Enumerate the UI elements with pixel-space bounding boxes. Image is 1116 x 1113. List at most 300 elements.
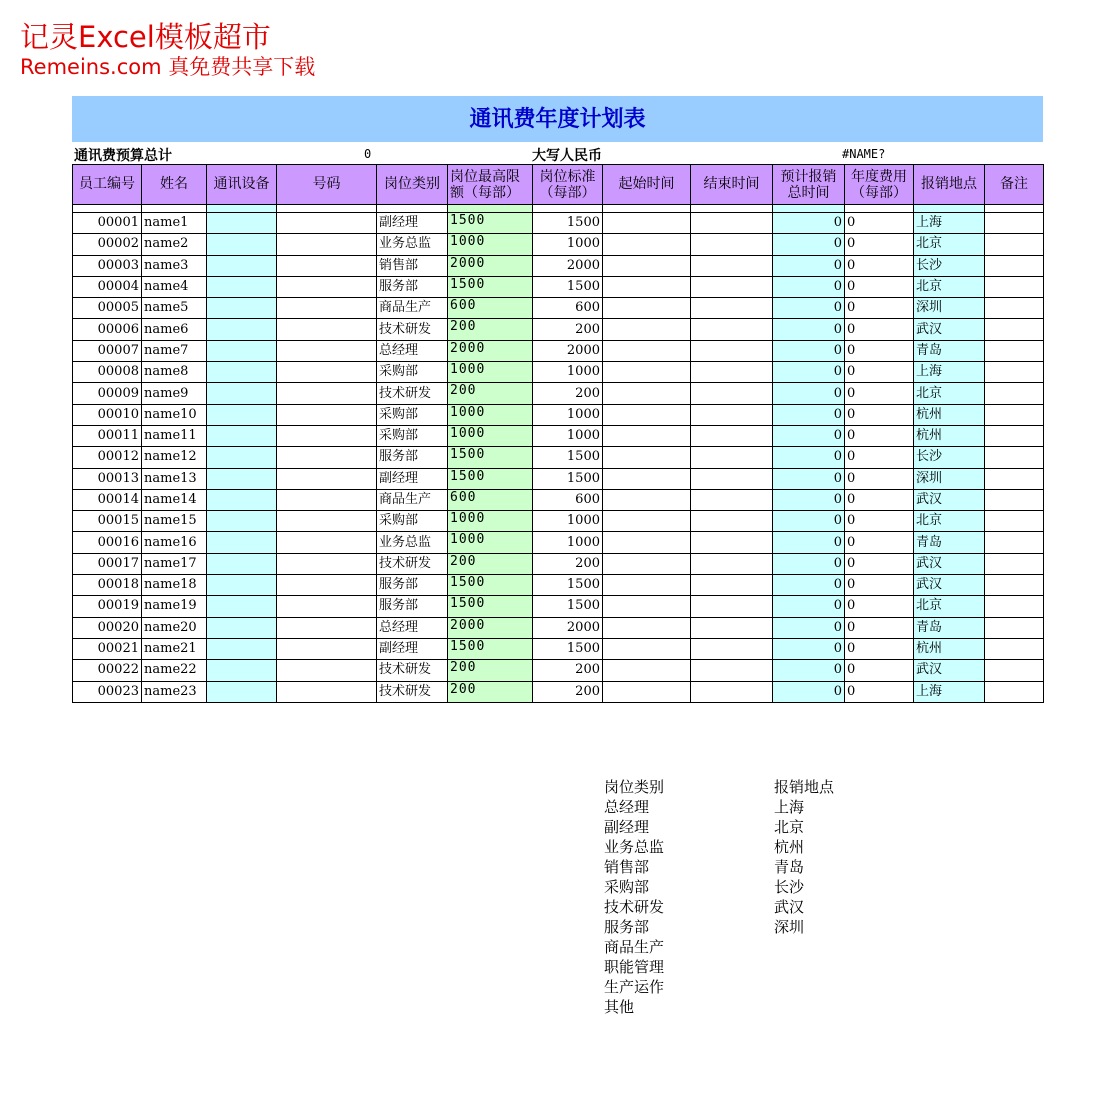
cell-remarks[interactable] <box>985 383 1044 404</box>
cell-location[interactable]: 深圳 <box>914 468 985 489</box>
col-header-max-limit[interactable]: 岗位最高限额（每部） <box>448 165 533 205</box>
cell-device[interactable] <box>207 383 277 404</box>
cell-standard[interactable]: 200 <box>533 319 603 340</box>
cell-location[interactable]: 杭州 <box>914 404 985 425</box>
cell-start-time[interactable] <box>603 319 691 340</box>
cell-total-time[interactable]: 0 <box>773 447 845 468</box>
cell-max-limit[interactable]: 2000 <box>448 255 533 276</box>
cell-device[interactable] <box>207 298 277 319</box>
cell-end-time[interactable] <box>691 234 773 255</box>
cell-employee-id[interactable]: 00002 <box>73 234 142 255</box>
cell-location[interactable]: 北京 <box>914 383 985 404</box>
cell-number[interactable] <box>277 596 377 617</box>
cell-device[interactable] <box>207 553 277 574</box>
cell-employee-id[interactable]: 00022 <box>73 660 142 681</box>
cell-start-time[interactable] <box>603 575 691 596</box>
cell-device[interactable] <box>207 532 277 553</box>
cell-annual-fee[interactable]: 0 <box>845 681 914 702</box>
cell-category[interactable]: 采购部 <box>377 362 448 383</box>
cell-employee-id[interactable]: 00012 <box>73 447 142 468</box>
cell-remarks[interactable] <box>985 660 1044 681</box>
cell-end-time[interactable] <box>691 213 773 234</box>
cell-max-limit[interactable]: 1500 <box>448 276 533 297</box>
cell-location[interactable]: 武汉 <box>914 660 985 681</box>
cell-number[interactable] <box>277 298 377 319</box>
cell-standard[interactable]: 200 <box>533 660 603 681</box>
cell-number[interactable] <box>277 319 377 340</box>
cell-location[interactable]: 上海 <box>914 213 985 234</box>
cell-annual-fee[interactable]: 0 <box>845 489 914 510</box>
cell-total-time[interactable]: 0 <box>773 553 845 574</box>
col-header-location[interactable]: 报销地点 <box>914 165 985 205</box>
cell-total-time[interactable]: 0 <box>773 468 845 489</box>
cell-total-time[interactable]: 0 <box>773 234 845 255</box>
cell-device[interactable] <box>207 638 277 659</box>
cell-name[interactable]: name17 <box>142 553 207 574</box>
cell-start-time[interactable] <box>603 617 691 638</box>
cell-name[interactable]: name16 <box>142 532 207 553</box>
cell-employee-id[interactable]: 00007 <box>73 340 142 361</box>
cell-number[interactable] <box>277 468 377 489</box>
cell-annual-fee[interactable]: 0 <box>845 298 914 319</box>
cell-standard[interactable]: 1000 <box>533 404 603 425</box>
cell-name[interactable]: name8 <box>142 362 207 383</box>
cell-device[interactable] <box>207 425 277 446</box>
cell-category[interactable]: 副经理 <box>377 638 448 659</box>
cell-employee-id[interactable]: 00005 <box>73 298 142 319</box>
cell-name[interactable]: name7 <box>142 340 207 361</box>
cell-location[interactable]: 青岛 <box>914 617 985 638</box>
cell-number[interactable] <box>277 404 377 425</box>
cell-category[interactable]: 商品生产 <box>377 298 448 319</box>
col-header-annual-fee[interactable]: 年度费用（每部） <box>845 165 914 205</box>
cell-remarks[interactable] <box>985 255 1044 276</box>
cell-number[interactable] <box>277 447 377 468</box>
cell-standard[interactable]: 1500 <box>533 575 603 596</box>
cell-annual-fee[interactable]: 0 <box>845 362 914 383</box>
cell-total-time[interactable]: 0 <box>773 319 845 340</box>
cell-remarks[interactable] <box>985 575 1044 596</box>
cell-annual-fee[interactable]: 0 <box>845 383 914 404</box>
cell-category[interactable]: 副经理 <box>377 468 448 489</box>
cell-start-time[interactable] <box>603 234 691 255</box>
cell-number[interactable] <box>277 575 377 596</box>
cell-standard[interactable]: 600 <box>533 298 603 319</box>
cell-name[interactable]: name13 <box>142 468 207 489</box>
cell-employee-id[interactable]: 00008 <box>73 362 142 383</box>
cell-category[interactable]: 采购部 <box>377 425 448 446</box>
cell-remarks[interactable] <box>985 681 1044 702</box>
cell-annual-fee[interactable]: 0 <box>845 660 914 681</box>
cell-name[interactable]: name22 <box>142 660 207 681</box>
cell-device[interactable] <box>207 276 277 297</box>
col-header-id[interactable]: 员工编号 <box>73 165 142 205</box>
cell-category[interactable]: 技术研发 <box>377 553 448 574</box>
cell-max-limit[interactable]: 1000 <box>448 362 533 383</box>
rmb-uppercase-value[interactable]: #NAME? <box>842 147 886 161</box>
cell-device[interactable] <box>207 489 277 510</box>
cell-end-time[interactable] <box>691 298 773 319</box>
cell-device[interactable] <box>207 213 277 234</box>
cell-employee-id[interactable]: 00020 <box>73 617 142 638</box>
cell-annual-fee[interactable]: 0 <box>845 213 914 234</box>
cell-end-time[interactable] <box>691 383 773 404</box>
cell-standard[interactable]: 1000 <box>533 532 603 553</box>
cell-location[interactable]: 长沙 <box>914 255 985 276</box>
cell-number[interactable] <box>277 255 377 276</box>
cell-standard[interactable]: 600 <box>533 489 603 510</box>
cell-name[interactable]: name23 <box>142 681 207 702</box>
cell-end-time[interactable] <box>691 404 773 425</box>
cell-max-limit[interactable]: 1000 <box>448 532 533 553</box>
cell-category[interactable]: 采购部 <box>377 404 448 425</box>
cell-category[interactable]: 服务部 <box>377 447 448 468</box>
cell-max-limit[interactable]: 1500 <box>448 638 533 659</box>
cell-employee-id[interactable]: 00004 <box>73 276 142 297</box>
cell-name[interactable]: name6 <box>142 319 207 340</box>
cell-standard[interactable]: 1000 <box>533 362 603 383</box>
cell-start-time[interactable] <box>603 447 691 468</box>
cell-category[interactable]: 业务总监 <box>377 234 448 255</box>
cell-employee-id[interactable]: 00001 <box>73 213 142 234</box>
cell-category[interactable]: 技术研发 <box>377 383 448 404</box>
cell-annual-fee[interactable]: 0 <box>845 276 914 297</box>
cell-start-time[interactable] <box>603 532 691 553</box>
cell-annual-fee[interactable]: 0 <box>845 468 914 489</box>
cell-annual-fee[interactable]: 0 <box>845 553 914 574</box>
cell-remarks[interactable] <box>985 213 1044 234</box>
cell-standard[interactable]: 1500 <box>533 638 603 659</box>
cell-number[interactable] <box>277 383 377 404</box>
cell-number[interactable] <box>277 425 377 446</box>
cell-device[interactable] <box>207 234 277 255</box>
cell-total-time[interactable]: 0 <box>773 362 845 383</box>
cell-total-time[interactable]: 0 <box>773 383 845 404</box>
cell-total-time[interactable]: 0 <box>773 638 845 659</box>
cell-total-time[interactable]: 0 <box>773 255 845 276</box>
cell-category[interactable]: 销售部 <box>377 255 448 276</box>
cell-end-time[interactable] <box>691 276 773 297</box>
cell-max-limit[interactable]: 1000 <box>448 404 533 425</box>
cell-name[interactable]: name4 <box>142 276 207 297</box>
cell-end-time[interactable] <box>691 340 773 361</box>
cell-device[interactable] <box>207 617 277 638</box>
cell-employee-id[interactable]: 00006 <box>73 319 142 340</box>
cell-device[interactable] <box>207 404 277 425</box>
cell-max-limit[interactable]: 2000 <box>448 617 533 638</box>
cell-max-limit[interactable]: 600 <box>448 489 533 510</box>
cell-end-time[interactable] <box>691 660 773 681</box>
cell-remarks[interactable] <box>985 340 1044 361</box>
cell-category[interactable]: 副经理 <box>377 213 448 234</box>
cell-location[interactable]: 北京 <box>914 276 985 297</box>
cell-name[interactable]: name21 <box>142 638 207 659</box>
cell-total-time[interactable]: 0 <box>773 340 845 361</box>
cell-standard[interactable]: 200 <box>533 553 603 574</box>
col-header-remarks[interactable]: 备注 <box>985 165 1044 205</box>
cell-remarks[interactable] <box>985 447 1044 468</box>
cell-max-limit[interactable]: 200 <box>448 383 533 404</box>
cell-start-time[interactable] <box>603 362 691 383</box>
cell-annual-fee[interactable]: 0 <box>845 511 914 532</box>
cell-start-time[interactable] <box>603 468 691 489</box>
cell-end-time[interactable] <box>691 532 773 553</box>
cell-end-time[interactable] <box>691 425 773 446</box>
cell-location[interactable]: 北京 <box>914 596 985 617</box>
cell-end-time[interactable] <box>691 553 773 574</box>
cell-standard[interactable]: 200 <box>533 681 603 702</box>
cell-location[interactable]: 武汉 <box>914 553 985 574</box>
cell-number[interactable] <box>277 681 377 702</box>
cell-annual-fee[interactable]: 0 <box>845 255 914 276</box>
cell-location[interactable]: 青岛 <box>914 532 985 553</box>
cell-annual-fee[interactable]: 0 <box>845 404 914 425</box>
cell-standard[interactable]: 2000 <box>533 255 603 276</box>
cell-annual-fee[interactable]: 0 <box>845 340 914 361</box>
cell-annual-fee[interactable]: 0 <box>845 532 914 553</box>
cell-employee-id[interactable]: 00019 <box>73 596 142 617</box>
cell-name[interactable]: name3 <box>142 255 207 276</box>
cell-annual-fee[interactable]: 0 <box>845 425 914 446</box>
cell-category[interactable]: 技术研发 <box>377 660 448 681</box>
cell-end-time[interactable] <box>691 638 773 659</box>
cell-end-time[interactable] <box>691 489 773 510</box>
cell-device[interactable] <box>207 255 277 276</box>
cell-number[interactable] <box>277 340 377 361</box>
cell-remarks[interactable] <box>985 298 1044 319</box>
cell-total-time[interactable]: 0 <box>773 617 845 638</box>
cell-total-time[interactable]: 0 <box>773 681 845 702</box>
cell-annual-fee[interactable]: 0 <box>845 447 914 468</box>
cell-category[interactable]: 服务部 <box>377 596 448 617</box>
cell-max-limit[interactable]: 1500 <box>448 575 533 596</box>
cell-name[interactable]: name9 <box>142 383 207 404</box>
cell-remarks[interactable] <box>985 468 1044 489</box>
cell-annual-fee[interactable]: 0 <box>845 234 914 255</box>
cell-location[interactable]: 武汉 <box>914 489 985 510</box>
cell-max-limit[interactable]: 600 <box>448 298 533 319</box>
cell-annual-fee[interactable]: 0 <box>845 617 914 638</box>
cell-location[interactable]: 北京 <box>914 234 985 255</box>
cell-start-time[interactable] <box>603 255 691 276</box>
cell-name[interactable]: name1 <box>142 213 207 234</box>
cell-start-time[interactable] <box>603 681 691 702</box>
cell-end-time[interactable] <box>691 447 773 468</box>
cell-name[interactable]: name18 <box>142 575 207 596</box>
cell-location[interactable]: 北京 <box>914 511 985 532</box>
cell-standard[interactable]: 1500 <box>533 213 603 234</box>
cell-max-limit[interactable]: 1500 <box>448 447 533 468</box>
cell-standard[interactable]: 1000 <box>533 425 603 446</box>
col-header-category[interactable]: 岗位类别 <box>377 165 448 205</box>
cell-start-time[interactable] <box>603 511 691 532</box>
cell-start-time[interactable] <box>603 489 691 510</box>
cell-number[interactable] <box>277 511 377 532</box>
col-header-name[interactable]: 姓名 <box>142 165 207 205</box>
cell-total-time[interactable]: 0 <box>773 276 845 297</box>
cell-max-limit[interactable]: 1000 <box>448 511 533 532</box>
cell-max-limit[interactable]: 1500 <box>448 213 533 234</box>
cell-employee-id[interactable]: 00011 <box>73 425 142 446</box>
cell-device[interactable] <box>207 681 277 702</box>
cell-number[interactable] <box>277 489 377 510</box>
cell-employee-id[interactable]: 00014 <box>73 489 142 510</box>
cell-remarks[interactable] <box>985 234 1044 255</box>
cell-category[interactable]: 服务部 <box>377 575 448 596</box>
col-header-end-time[interactable]: 结束时间 <box>691 165 773 205</box>
cell-total-time[interactable]: 0 <box>773 489 845 510</box>
cell-total-time[interactable]: 0 <box>773 511 845 532</box>
cell-location[interactable]: 青岛 <box>914 340 985 361</box>
cell-category[interactable]: 总经理 <box>377 617 448 638</box>
cell-end-time[interactable] <box>691 468 773 489</box>
cell-category[interactable]: 技术研发 <box>377 319 448 340</box>
cell-number[interactable] <box>277 617 377 638</box>
cell-number[interactable] <box>277 276 377 297</box>
cell-remarks[interactable] <box>985 319 1044 340</box>
cell-name[interactable]: name19 <box>142 596 207 617</box>
cell-end-time[interactable] <box>691 362 773 383</box>
cell-standard[interactable]: 200 <box>533 383 603 404</box>
cell-employee-id[interactable]: 00018 <box>73 575 142 596</box>
cell-max-limit[interactable]: 2000 <box>448 340 533 361</box>
cell-max-limit[interactable]: 1000 <box>448 425 533 446</box>
cell-max-limit[interactable]: 200 <box>448 319 533 340</box>
cell-name[interactable]: name14 <box>142 489 207 510</box>
cell-standard[interactable]: 1500 <box>533 447 603 468</box>
cell-name[interactable]: name2 <box>142 234 207 255</box>
cell-standard[interactable]: 1500 <box>533 276 603 297</box>
cell-employee-id[interactable]: 00015 <box>73 511 142 532</box>
cell-remarks[interactable] <box>985 404 1044 425</box>
cell-location[interactable]: 武汉 <box>914 319 985 340</box>
cell-total-time[interactable]: 0 <box>773 575 845 596</box>
cell-number[interactable] <box>277 532 377 553</box>
cell-end-time[interactable] <box>691 255 773 276</box>
cell-start-time[interactable] <box>603 638 691 659</box>
cell-number[interactable] <box>277 660 377 681</box>
cell-location[interactable]: 杭州 <box>914 638 985 659</box>
cell-employee-id[interactable]: 00009 <box>73 383 142 404</box>
cell-number[interactable] <box>277 234 377 255</box>
cell-total-time[interactable]: 0 <box>773 660 845 681</box>
cell-location[interactable]: 上海 <box>914 681 985 702</box>
cell-remarks[interactable] <box>985 362 1044 383</box>
cell-max-limit[interactable]: 200 <box>448 553 533 574</box>
cell-max-limit[interactable]: 200 <box>448 660 533 681</box>
col-header-start-time[interactable]: 起始时间 <box>603 165 691 205</box>
cell-category[interactable]: 技术研发 <box>377 681 448 702</box>
cell-device[interactable] <box>207 340 277 361</box>
cell-start-time[interactable] <box>603 553 691 574</box>
cell-start-time[interactable] <box>603 298 691 319</box>
cell-location[interactable]: 武汉 <box>914 575 985 596</box>
cell-standard[interactable]: 2000 <box>533 340 603 361</box>
cell-start-time[interactable] <box>603 596 691 617</box>
cell-standard[interactable]: 1500 <box>533 468 603 489</box>
cell-annual-fee[interactable]: 0 <box>845 638 914 659</box>
cell-device[interactable] <box>207 362 277 383</box>
cell-end-time[interactable] <box>691 319 773 340</box>
cell-end-time[interactable] <box>691 511 773 532</box>
cell-name[interactable]: name5 <box>142 298 207 319</box>
cell-start-time[interactable] <box>603 213 691 234</box>
cell-end-time[interactable] <box>691 575 773 596</box>
cell-start-time[interactable] <box>603 276 691 297</box>
cell-device[interactable] <box>207 511 277 532</box>
cell-remarks[interactable] <box>985 617 1044 638</box>
cell-standard[interactable]: 1000 <box>533 234 603 255</box>
col-header-standard[interactable]: 岗位标准（每部） <box>533 165 603 205</box>
cell-remarks[interactable] <box>985 511 1044 532</box>
cell-device[interactable] <box>207 660 277 681</box>
cell-max-limit[interactable]: 1500 <box>448 468 533 489</box>
col-header-device[interactable]: 通讯设备 <box>207 165 277 205</box>
cell-total-time[interactable]: 0 <box>773 404 845 425</box>
cell-location[interactable]: 杭州 <box>914 425 985 446</box>
cell-employee-id[interactable]: 00017 <box>73 553 142 574</box>
cell-remarks[interactable] <box>985 489 1044 510</box>
cell-location[interactable]: 长沙 <box>914 447 985 468</box>
cell-category[interactable]: 服务部 <box>377 276 448 297</box>
cell-total-time[interactable]: 0 <box>773 298 845 319</box>
cell-remarks[interactable] <box>985 276 1044 297</box>
cell-location[interactable]: 上海 <box>914 362 985 383</box>
cell-number[interactable] <box>277 362 377 383</box>
cell-device[interactable] <box>207 596 277 617</box>
budget-total-value[interactable]: 0 <box>364 147 372 161</box>
cell-device[interactable] <box>207 468 277 489</box>
cell-category[interactable]: 采购部 <box>377 511 448 532</box>
cell-annual-fee[interactable]: 0 <box>845 596 914 617</box>
cell-location[interactable]: 深圳 <box>914 298 985 319</box>
cell-name[interactable]: name12 <box>142 447 207 468</box>
cell-number[interactable] <box>277 553 377 574</box>
cell-remarks[interactable] <box>985 638 1044 659</box>
cell-employee-id[interactable]: 00003 <box>73 255 142 276</box>
cell-remarks[interactable] <box>985 532 1044 553</box>
cell-annual-fee[interactable]: 0 <box>845 575 914 596</box>
cell-name[interactable]: name11 <box>142 425 207 446</box>
cell-number[interactable] <box>277 638 377 659</box>
cell-employee-id[interactable]: 00013 <box>73 468 142 489</box>
col-header-total-time[interactable]: 预计报销总时间 <box>773 165 845 205</box>
cell-name[interactable]: name10 <box>142 404 207 425</box>
cell-category[interactable]: 总经理 <box>377 340 448 361</box>
cell-remarks[interactable] <box>985 596 1044 617</box>
cell-remarks[interactable] <box>985 553 1044 574</box>
cell-employee-id[interactable]: 00016 <box>73 532 142 553</box>
cell-employee-id[interactable]: 00010 <box>73 404 142 425</box>
cell-max-limit[interactable]: 200 <box>448 681 533 702</box>
cell-end-time[interactable] <box>691 617 773 638</box>
cell-employee-id[interactable]: 00023 <box>73 681 142 702</box>
cell-max-limit[interactable]: 1500 <box>448 596 533 617</box>
cell-name[interactable]: name15 <box>142 511 207 532</box>
cell-name[interactable]: name20 <box>142 617 207 638</box>
cell-start-time[interactable] <box>603 383 691 404</box>
cell-max-limit[interactable]: 1000 <box>448 234 533 255</box>
cell-employee-id[interactable]: 00021 <box>73 638 142 659</box>
cell-category[interactable]: 商品生产 <box>377 489 448 510</box>
cell-start-time[interactable] <box>603 660 691 681</box>
col-header-number[interactable]: 号码 <box>277 165 377 205</box>
cell-standard[interactable]: 1500 <box>533 596 603 617</box>
cell-start-time[interactable] <box>603 425 691 446</box>
cell-total-time[interactable]: 0 <box>773 596 845 617</box>
cell-number[interactable] <box>277 213 377 234</box>
cell-device[interactable] <box>207 575 277 596</box>
